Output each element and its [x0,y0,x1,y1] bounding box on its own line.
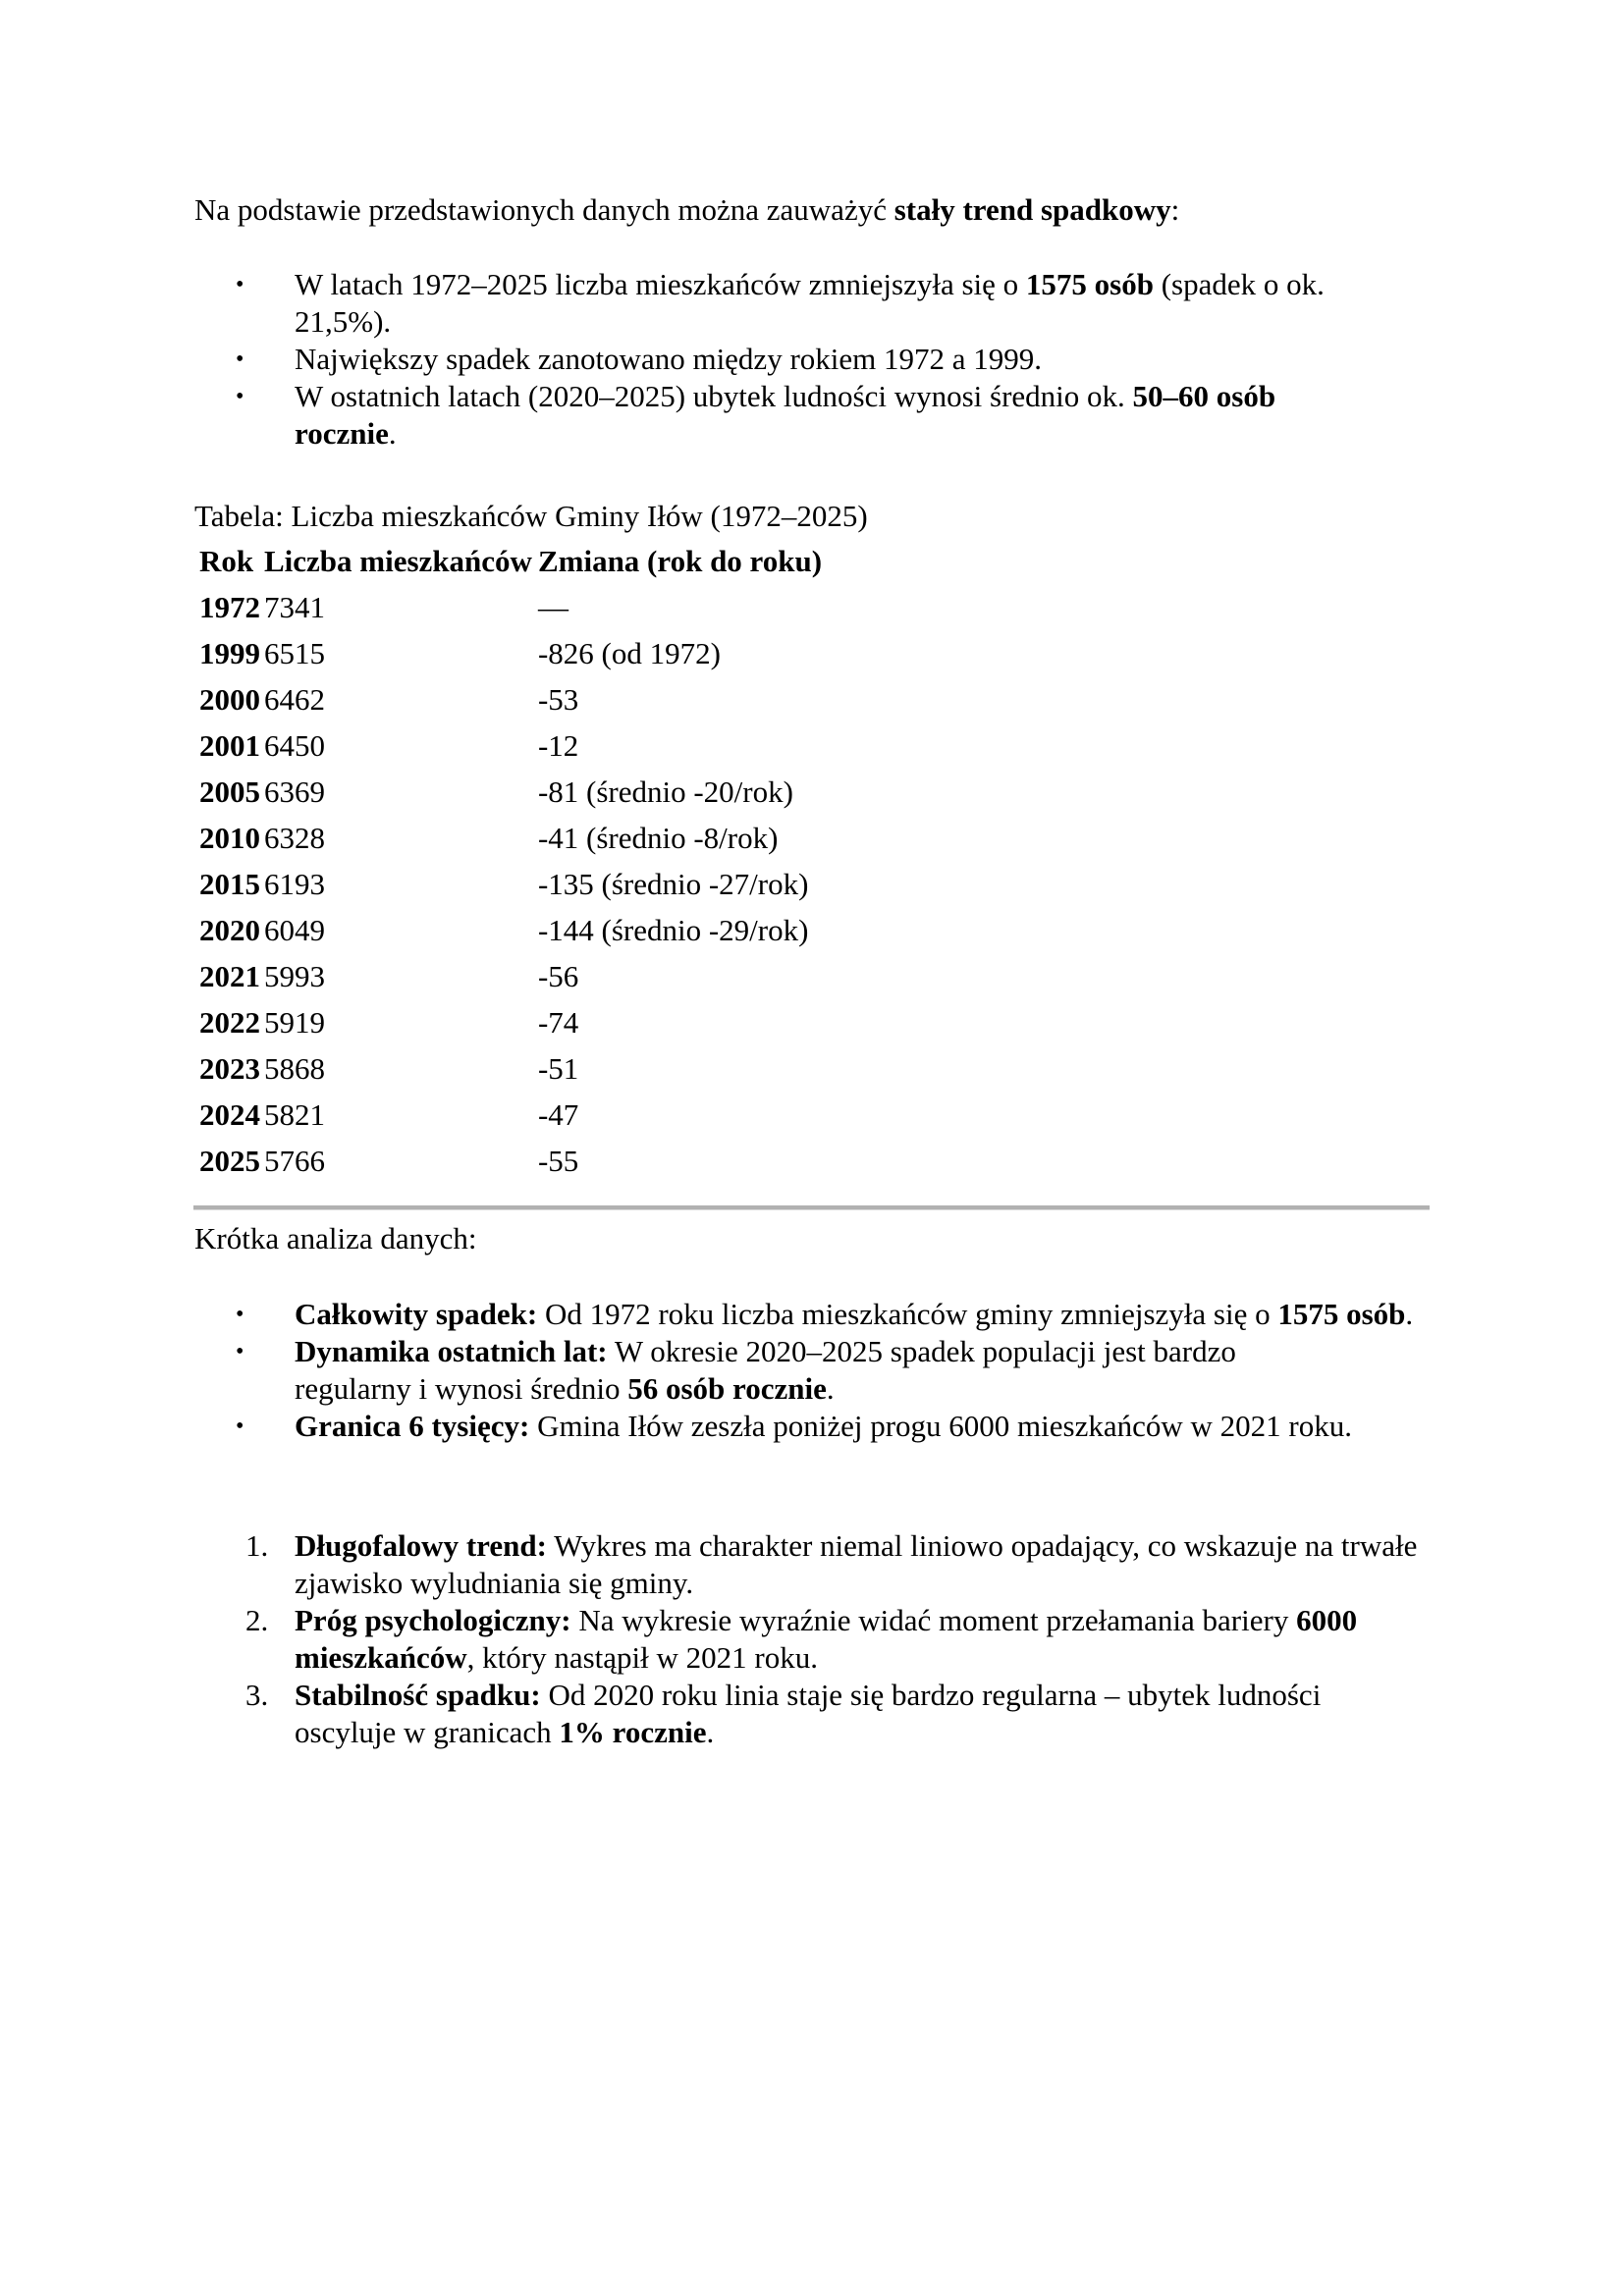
population-cell: 6369 [264,774,325,809]
list-item: • W latach 1972–2025 liczba mieszkańców zmniejszyła się o 1575 osób (spadek o ok. 21,5%). [236,267,1325,339]
change-cell: -56 [537,958,579,993]
change-cell: -55 [537,1143,579,1178]
list-item: • Granica 6 tysięcy: Gmina Iłów zeszła poniżej progu 6000 mieszkańców w 2021 roku. [236,1409,1352,1443]
year-cell: 2015 [199,866,260,901]
year-cell: 2024 [199,1096,260,1132]
population-cell: 7341 [264,589,325,624]
intro-emphasis: stały trend spadkowy [893,192,1171,227]
bullet-icon: • [236,1302,244,1327]
list-item: • W ostatnich latach (2020–2025) ubytek ludności wynosi średnio ok. 50–60 osób rocznie. [236,379,1276,451]
intro-paragraph: Na podstawie przedstawionych danych można zauważyć stały trend spadkowy: [194,192,1180,227]
year-cell: 2001 [199,727,260,763]
year-cell: 2022 [199,1004,260,1040]
population-cell: 5766 [264,1143,325,1178]
list-item: • Całkowity spadek: Od 1972 roku liczba mieszkańców gminy zmniejszyła się o 1575 osób. [236,1297,1414,1331]
table-row [199,815,828,861]
year-cell: 2021 [199,958,260,993]
population-cell: 5868 [264,1050,325,1086]
table-caption: Tabela: Liczba mieszkańców Gminy Iłów (1972–2025) [194,499,868,533]
list-item: • Dynamika ostatnich lat: W okresie 2020–2025 spadek populacji jest bardzo regularny i wynosi średnio 56 osób rocznie. [236,1334,1236,1406]
change-cell: — [537,589,568,624]
horizontal-divider [193,1205,1430,1210]
table-row [199,907,828,953]
analysis-numbered-list [194,1527,1441,1751]
population-cell: 6450 [264,727,325,763]
table-row [199,999,828,1045]
change-cell: -135 (średnio -27/rok) [537,866,809,901]
population-table [199,538,828,1184]
year-cell: 1999 [199,635,260,670]
list-item: 1. Długofalowy trend: Wykres ma charakter niemal liniowo opadający, co wskazuje na trwałe zjawisko wyludniania się gminy. [245,1528,1418,1600]
year-cell: 2020 [199,912,260,947]
year-cell: 2000 [199,681,260,717]
table-row [199,676,828,722]
year-cell: 1972 [199,589,260,624]
population-cell: 5919 [264,1004,325,1040]
table-row [199,1045,828,1092]
bullet-icon: • [236,1414,244,1439]
bullet-icon: • [236,384,244,409]
intro-bullet-list [194,266,1441,453]
year-cell: 2005 [199,774,260,809]
list-item: 2. Próg psychologiczny: Na wykresie wyraźnie widać moment przełamania bariery 6000 mieszkańców, który nastąpił w 2021 roku. [245,1603,1358,1675]
year-cell: 2010 [199,820,260,855]
table-header-row [199,538,828,584]
analysis-bullet-list [194,1296,1441,1445]
change-cell: -81 (średnio -20/rok) [537,774,793,809]
change-cell: -826 (od 1972) [537,635,721,670]
analysis-heading: Krótka analiza danych: [194,1221,477,1255]
population-cell: 5821 [264,1096,325,1132]
change-cell: -41 (średnio -8/rok) [537,820,779,855]
table-row [199,769,828,815]
population-cell: 5993 [264,958,325,993]
change-cell: -51 [537,1050,579,1086]
population-cell: 6328 [264,820,325,855]
population-cell: 6193 [264,866,325,901]
table-row [199,953,828,999]
change-cell: -47 [537,1096,579,1132]
change-cell: -144 (średnio -29/rok) [537,912,809,947]
year-cell: 2023 [199,1050,260,1086]
table-row [199,1092,828,1138]
table-row [199,584,828,630]
column-header-year: Rok [199,543,254,578]
column-header-change: Zmiana (rok do roku) [537,543,823,578]
bullet-icon: • [236,347,244,372]
change-cell: -53 [537,681,579,717]
list-number: 1. [245,1528,269,1563]
list-item: • Największy spadek zanotowano między rokiem 1972 a 1999. [236,342,1043,376]
year-cell: 2025 [199,1143,260,1178]
table-row [199,722,828,769]
population-cell: 6049 [264,912,325,947]
change-cell: -12 [537,727,579,763]
table-row [199,861,828,907]
bullet-icon: • [236,272,244,297]
column-header-population: Liczba mieszkańców [264,543,532,578]
list-number: 3. [245,1678,269,1712]
change-cell: -74 [537,1004,579,1040]
table-row [199,1138,828,1184]
population-cell: 6462 [264,681,325,717]
list-number: 2. [245,1603,269,1637]
table-row [199,630,828,676]
population-cell: 6515 [264,635,325,670]
bullet-icon: • [236,1339,244,1364]
list-item: 3. Stabilność spadku: Od 2020 roku linia staje się bardzo regularna – ubytek ludności oscyluje w granicach 1% rocznie. [245,1678,1322,1749]
